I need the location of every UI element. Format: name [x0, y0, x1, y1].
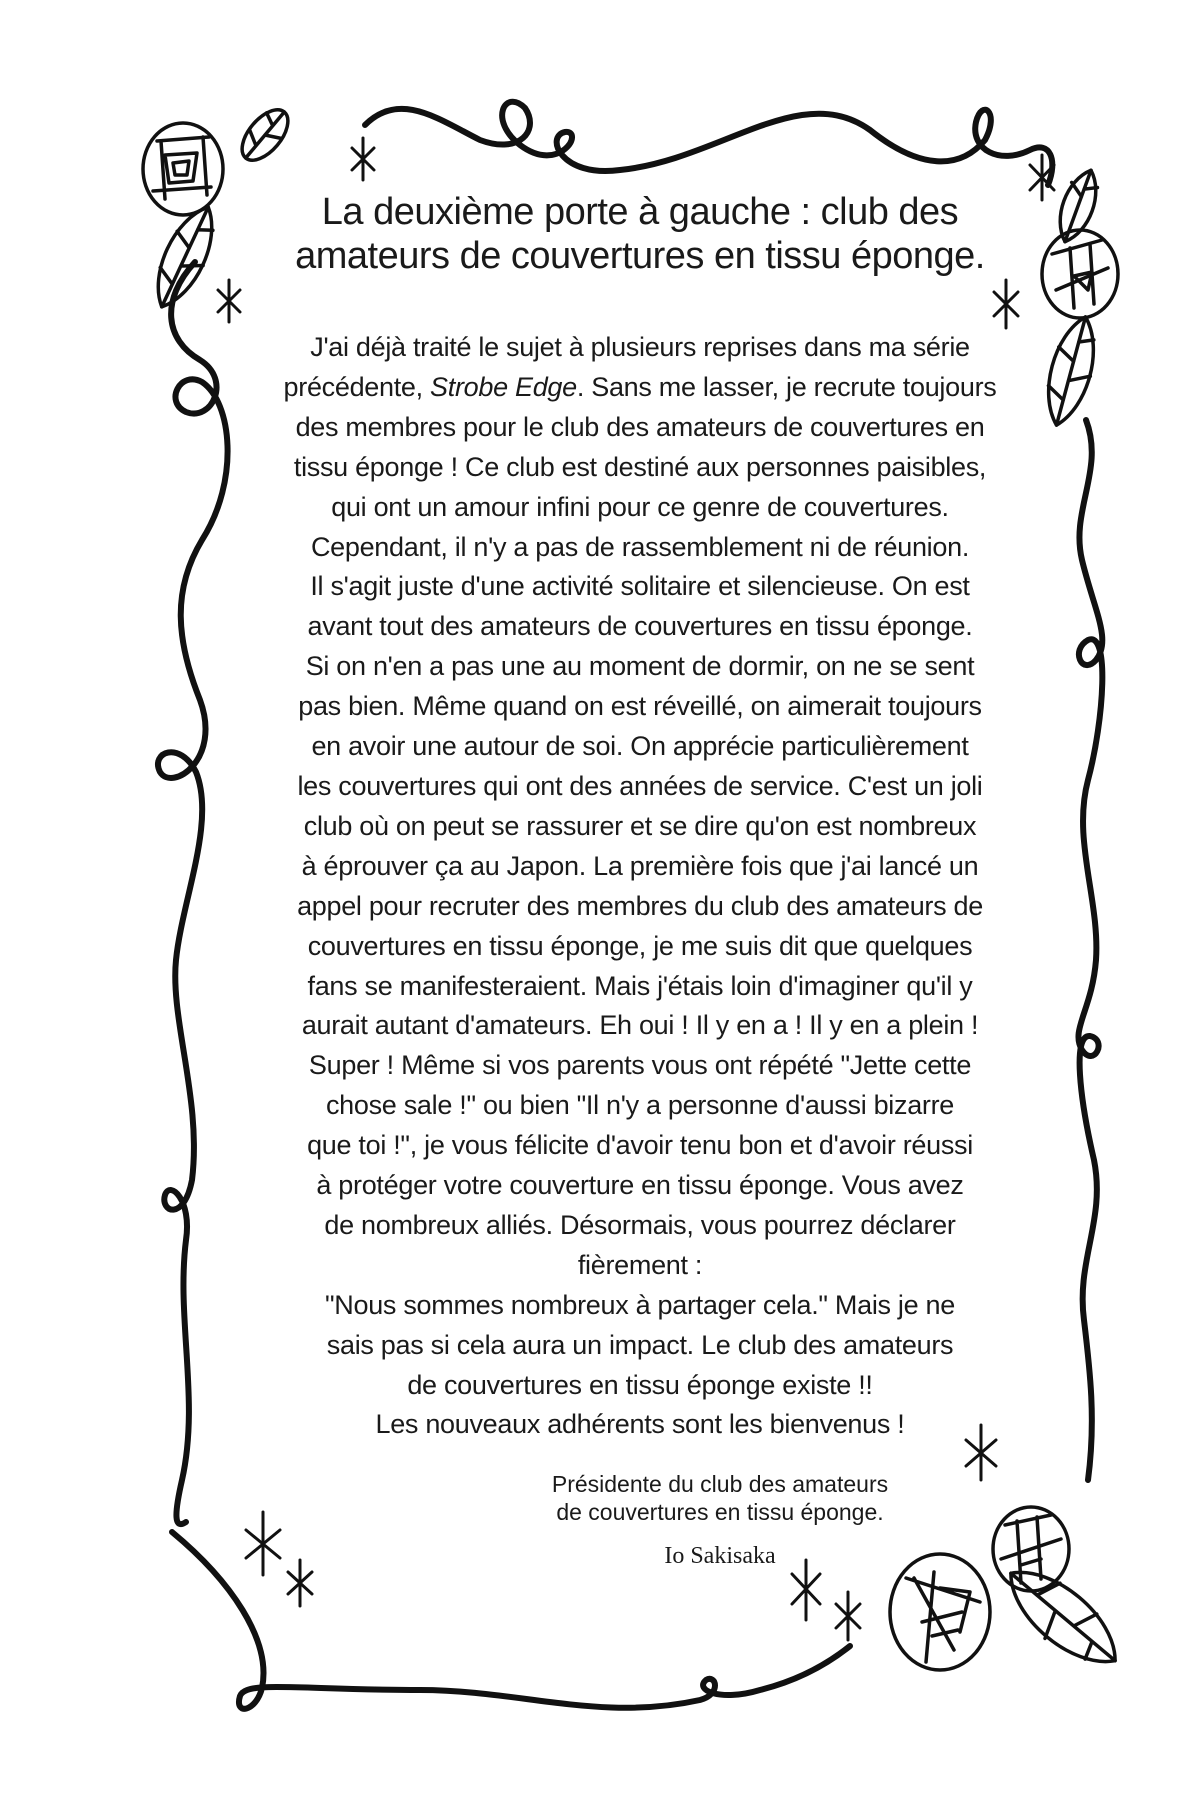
- signature-role: de couvertures en tissu éponge.: [556, 1499, 884, 1525]
- rose-icon: [1042, 230, 1118, 318]
- body-line: aurait autant d'amateurs. Eh oui ! Il y en a ! Il y en a plein !: [301, 1010, 979, 1041]
- body-line: de couvertures en tissu éponge existe !!: [407, 1369, 873, 1400]
- body-line: avant tout des amateurs de couvertures en tissu éponge.: [307, 611, 973, 642]
- text: . Sans me lasser, je recrute toujours: [576, 371, 997, 402]
- rose-icon: [993, 1507, 1069, 1591]
- body-line: Il s'agit juste d'une activité solitaire et silencieuse. On est: [310, 571, 970, 602]
- body-line: Les nouveaux adhérents sont les bienvenus !: [375, 1409, 905, 1440]
- rose-icon: [143, 123, 223, 215]
- sparkle-icon: [288, 1560, 312, 1606]
- body-line: pas bien. Même quand on est réveillé, on aimerait toujours: [298, 691, 982, 722]
- body-line: fans se manifesteraient. Mais j'étais loin d'imaginer qu'il y: [307, 970, 973, 1001]
- body-line: "Nous sommes nombreux à partager cela." Mais je ne: [325, 1289, 955, 1320]
- sparkle-icon: [218, 280, 240, 322]
- body-line: [230, 368, 1050, 408]
- body-line: qui ont un amour infini pour ce genre de couvertures.: [331, 491, 949, 522]
- body-line: Super ! Même si vos parents vous ont répété "Jette cette: [308, 1050, 972, 1081]
- body-line: club où on peut se rassurer et se dire qu'on est nombreux: [303, 810, 977, 841]
- body-line: Cependant, il n'y a pas de rassemblement ni de réunion.: [310, 531, 970, 562]
- body-line: appel pour recruter des membres du club des amateurs de: [297, 890, 983, 921]
- body-line: les couvertures qui ont des années de service. C'est un joli: [297, 770, 983, 801]
- author-name: Io Sakisaka: [664, 1543, 776, 1569]
- body-line: que toi !", je vous félicite d'avoir tenu bon et d'avoir réussi: [307, 1130, 973, 1161]
- series-title: Strobe Edge: [430, 371, 577, 402]
- body-line: J'ai déjà traité le sujet à plusieurs reprises dans ma série: [310, 332, 970, 362]
- sparkle-icon: [352, 138, 374, 180]
- sparkle-icon: [836, 1592, 860, 1640]
- signature: [500, 1470, 940, 1570]
- title-line: amateurs de couvertures en tissu éponge.: [295, 235, 985, 277]
- sparkle-icon: [246, 1512, 280, 1575]
- body-line: à protéger votre couverture en tissu éponge. Vous avez: [316, 1170, 964, 1201]
- page-title: [240, 190, 1040, 278]
- leaf-icon: [233, 102, 296, 169]
- body-line: tissu éponge ! Ce club est destiné aux personnes paisibles,: [293, 451, 987, 482]
- body-text: [230, 328, 1050, 1445]
- body-line: de nombreux alliés. Désormais, vous pourrez déclarer: [324, 1209, 956, 1240]
- body-line: chose sale !" ou bien "Il n'y a personne d'aussi bizarre: [325, 1090, 955, 1121]
- text: précédente,: [283, 371, 431, 402]
- body-line: à éprouver ça au Japon. La première fois que j'ai lancé un: [301, 850, 979, 881]
- sparkle-icon: [994, 280, 1018, 328]
- body-line: Si on n'en a pas une au moment de dormir, on ne se sent: [305, 651, 975, 682]
- title-line: La deuxième porte à gauche : club des: [321, 191, 959, 233]
- body-line: sais pas si cela aura un impact. Le club des amateurs: [326, 1329, 954, 1360]
- signature-role: Présidente du club des amateurs: [551, 1471, 889, 1497]
- body-line: des membres pour le club des amateurs de couvertures en: [295, 411, 985, 442]
- body-line: fièrement :: [577, 1249, 703, 1280]
- rose-icon: [890, 1554, 990, 1670]
- body-line: en avoir une autour de soi. On apprécie particulièrement: [311, 731, 969, 762]
- body-line: couvertures en tissu éponge, je me suis dit que quelques: [307, 930, 973, 961]
